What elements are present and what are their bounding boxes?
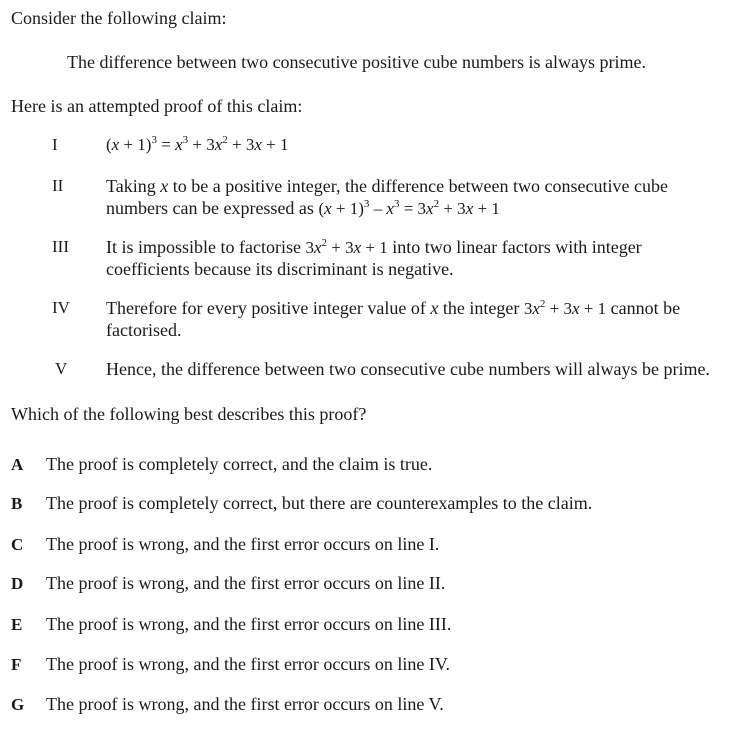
proof-line-3-text-1	[106, 237, 642, 259]
option-letter: D	[11, 574, 24, 593]
option-text: The proof is wrong, and the first error occurs on line II.	[46, 573, 446, 593]
proof-line-2-text-2	[106, 198, 500, 220]
proof-line-5-text: Hence, the difference between two consecutive cube numbers will always be prime.	[106, 359, 710, 379]
option-letter: B	[11, 494, 23, 513]
proof-line-number-3: III	[52, 237, 69, 256]
option-text: The proof is wrong, and the first error occurs on line V.	[46, 694, 444, 714]
proof-line-4-text-2: factorised.	[106, 320, 182, 340]
variable-x: x	[160, 176, 169, 196]
proof-line-3-text-2: coefficients because its discriminant is negative.	[106, 259, 454, 279]
question-text: Which of the following best describes this proof?	[11, 404, 367, 424]
proof-line-2-equation: $(x + 1)^3 - x^3 = 3x^2 + 3x + 1$	[318, 198, 500, 218]
variable-x: x	[430, 298, 439, 318]
option-letter: G	[11, 695, 25, 714]
proof-intro-text: Here is an attempted proof of this claim:	[11, 96, 303, 116]
proof-line-2-part-a: Taking	[106, 176, 161, 196]
proof-line-number-5: V	[55, 359, 68, 378]
proof-line-4-text-1	[106, 298, 680, 320]
proof-line-2-text-1	[106, 176, 668, 198]
proof-line-1-equation: $(x + 1)^3 = x^3 + 3x^2 + 3x + 1$	[106, 134, 289, 154]
proof-line-number-2: II	[52, 176, 64, 195]
option-text: The proof is completely correct, but there are counterexamples to the claim.	[46, 493, 593, 513]
proof-line-number-4: IV	[52, 298, 70, 317]
proof-line-2-part-b: to be a positive integer, the difference between two consecutive cube	[168, 176, 668, 196]
proof-line-4-part-a: Therefore for every positive integer value of	[106, 298, 431, 318]
claim-text: The difference between two consecutive positive cube numbers is always prime.	[67, 52, 646, 72]
proof-line-4-expression: $3x^2 + 3x + 1$	[523, 298, 607, 318]
proof-line-3-part-a: It is impossible to factorise	[106, 237, 306, 257]
option-text: The proof is wrong, and the first error occurs on line III.	[46, 614, 452, 634]
option-letter: E	[11, 615, 23, 634]
proof-line-number-1: I	[52, 135, 58, 154]
proof-line-4-part-c: cannot be	[606, 298, 681, 318]
option-text: The proof is completely correct, and the claim is true.	[46, 454, 433, 474]
option-letter: A	[11, 455, 24, 474]
option-letter: C	[11, 535, 24, 554]
intro-text: Consider the following claim:	[11, 8, 227, 28]
proof-line-3-part-b: into two linear factors with integer	[387, 237, 642, 257]
option-letter: F	[11, 655, 22, 674]
proof-line-3-expression: $3x^2 + 3x + 1$	[305, 237, 388, 257]
option-text: The proof is wrong, and the first error occurs on line IV.	[46, 654, 451, 674]
proof-line-2-part-c: numbers can be expressed as	[106, 198, 319, 218]
proof-line-4-part-b: the integer	[438, 298, 524, 318]
option-text: The proof is wrong, and the first error occurs on line I.	[46, 534, 440, 554]
